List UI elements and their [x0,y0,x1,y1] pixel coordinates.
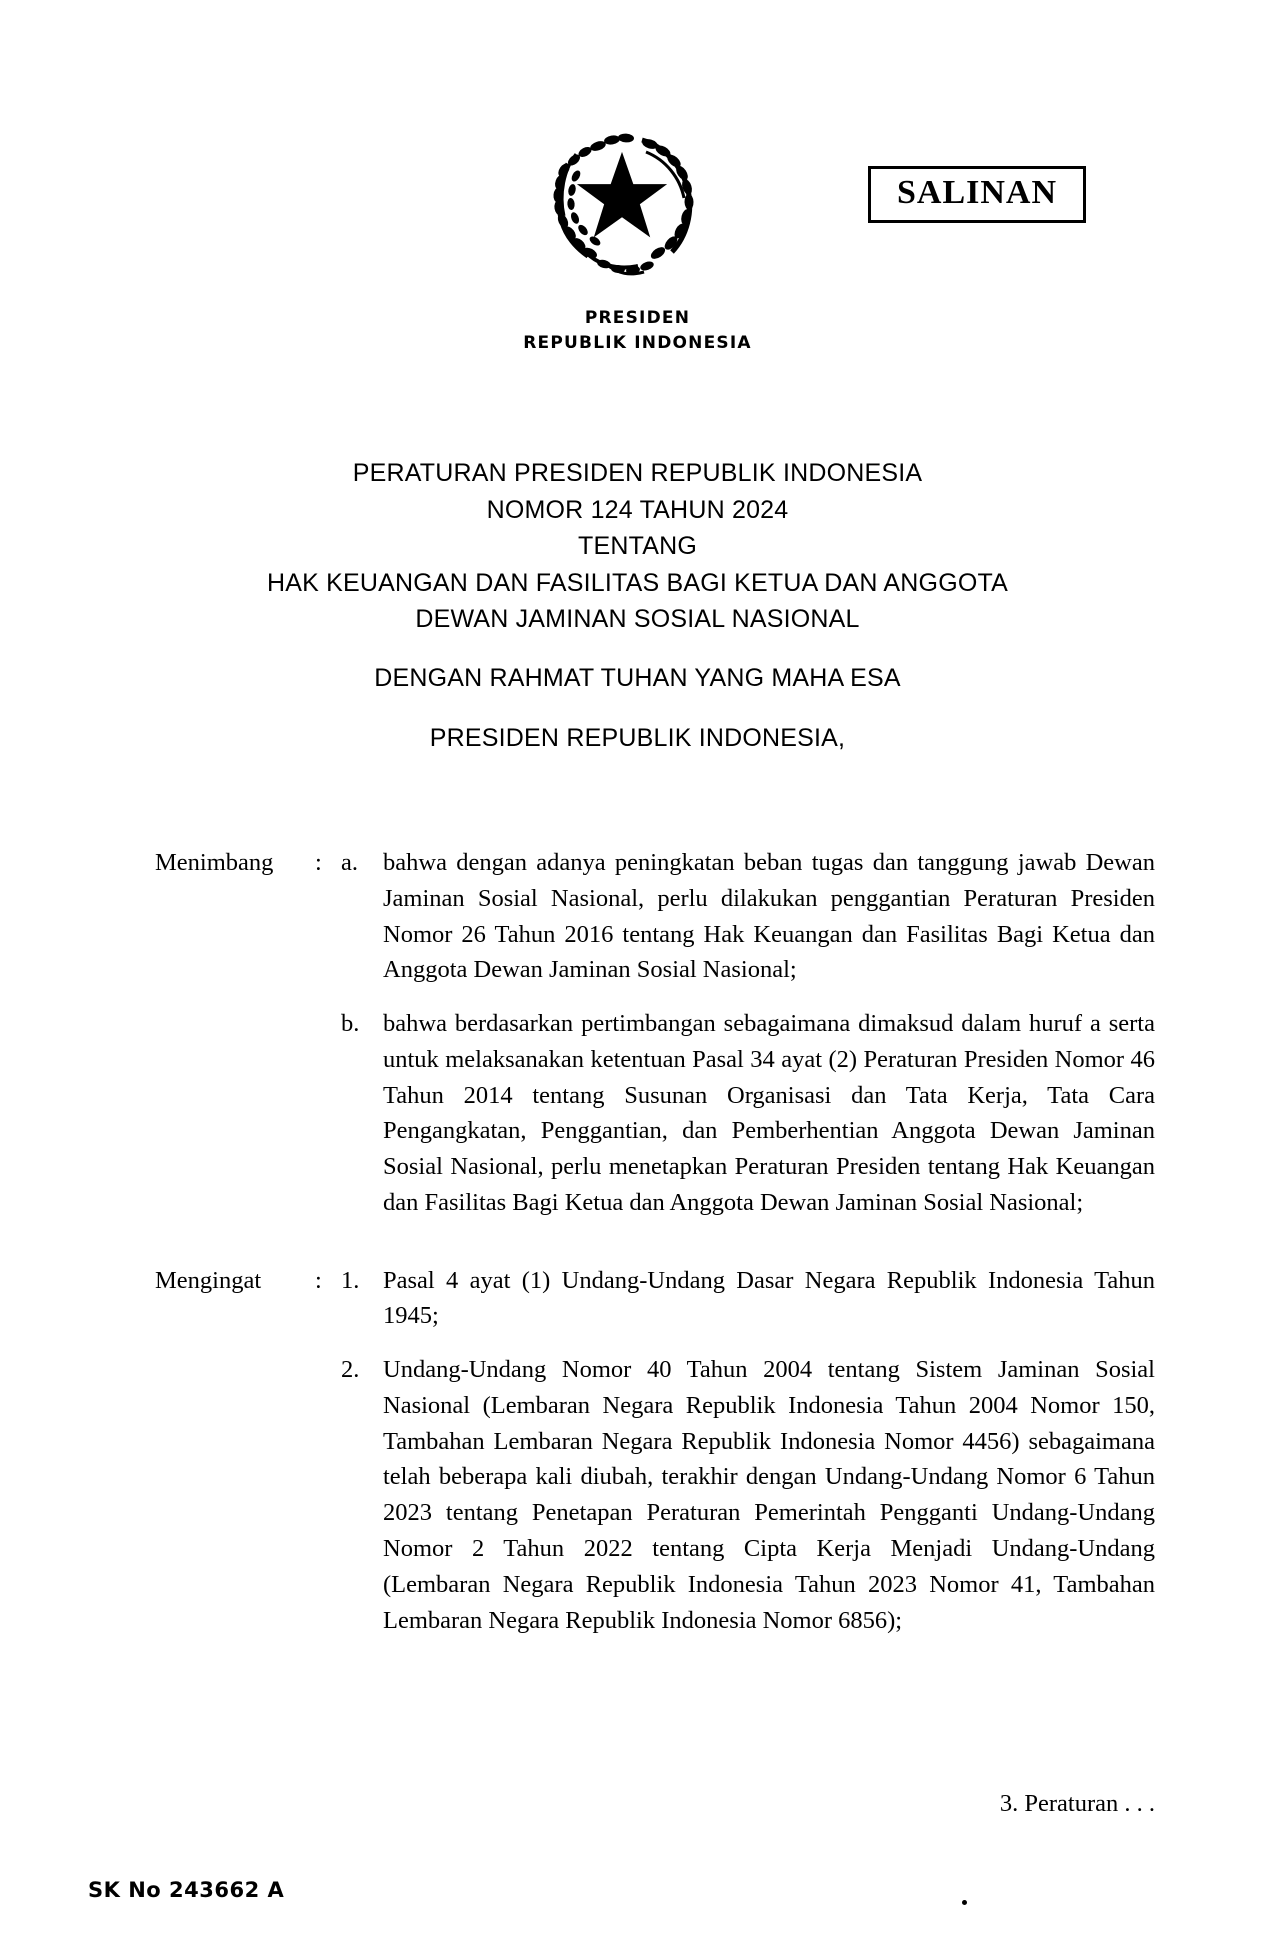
document-body [155,845,1155,1638]
title-line-6: DENGAN RAHMAT TUHAN YANG MAHA ESA [374,663,901,692]
title-line-4: HAK KEUANGAN DAN FASILITAS BAGI KETUA DAN ANGGOTA [267,568,1008,597]
star-icon [574,150,670,246]
title-line-1: PERATURAN PRESIDEN REPUBLIK INDONESIA [352,459,923,487]
institution-line-1: PRESIDEN [584,308,691,328]
mengingat-colon: : [315,1266,322,1294]
menimbang-colon: : [315,849,322,876]
title-line-7: PRESIDEN REPUBLIK INDONESIA, [429,724,846,752]
continuation-note: 3. Peraturan . . . [999,1790,1155,1817]
mengingat-item-1-text: Pasal 4 ayat (1) Undang-Undang Dasar Negara Republik Indonesia Tahun 1945; [383,1266,1155,1330]
mengingat-item-1-marker: 1. [341,1266,360,1294]
menimbang-clause [155,845,1155,988]
document-footer-code: SK No 243662 A [88,1878,285,1902]
title-line-5: DEWAN JAMINAN SOSIAL NASIONAL [415,605,860,633]
mengingat-item-2 [155,1352,1155,1638]
menimbang-item-a-marker: a. [341,849,358,876]
mengingat-label: Mengingat [155,1266,262,1294]
title-line-2: NOMOR 124 TAHUN 2024 [486,495,789,524]
menimbang-item-a-text: bahwa dengan adanya peningkatan beban tugas dan tanggung jawab Dewan Jaminan Sosial Nasional, perlu dilakukan penggantian Peraturan Presiden Nomor 26 Tahun 2016 tentang Hak Keuangan dan Fasilitas Bagi Ketua dan Anggota Dewan Jaminan Sosial Nasional; [383,849,1155,984]
menimbang-item-b-marker: b. [341,1010,360,1038]
footer-dot-mark [962,1900,967,1905]
menimbang-item-b-text: bahwa berdasarkan pertimbangan sebagaimana dimaksud dalam huruf a serta untuk melaksanakan ketentuan Pasal 34 ayat (2) Peraturan Presiden Nomor 46 Tahun 2014 tentang Susunan Organisasi dan Tata Kerja, Tata Cara Pengangkatan, Penggantian, dan Pemberhentian Anggota Dewan Jaminan Sosial Nasional, perlu menetapkan Peraturan Presiden tentang Hak Keuangan dan Fasilitas Bagi Ketua dan Anggota Dewan Jaminan Sosial Nasional; [383,1010,1155,1216]
menimbang-item-b [155,1006,1155,1221]
mengingat-item-2-text: Undang-Undang Nomor 40 Tahun 2004 tentang Sistem Jaminan Sosial Nasional (Lembaran Negara Republik Indonesia Tahun 2004 Nomor 150, Tambahan Lembaran Negara Republik Indonesia Nomor 4456) sebagaimana telah beberapa kali diubah, terakhir dengan Undang-Undang Nomor 6 Tahun 2023 tentang Penetapan Peraturan Pemerintah Pengganti Undang-Undang Nomor 2 Tahun 2022 tentang Cipta Kerja Menjadi Undang-Undang (Lembaran Negara Republik Indonesia Tahun 2023 Nomor 41, Tambahan Lembaran Negara Republik Indonesia Nomor 6856); [383,1356,1155,1634]
mengingat-item-2-marker: 2. [341,1356,360,1384]
title-line-3: TENTANG [578,532,697,560]
institution-line-2: REPUBLIK INDONESIA [523,332,752,353]
institution-heading [0,306,1275,355]
menimbang-label: Menimbang [155,849,274,876]
salinan-label: SALINAN [897,174,1058,211]
salinan-stamp [868,166,1086,223]
document-title-block [0,455,1275,757]
mengingat-clause [155,1263,1155,1335]
garuda-star-wreath-icon [538,118,708,288]
